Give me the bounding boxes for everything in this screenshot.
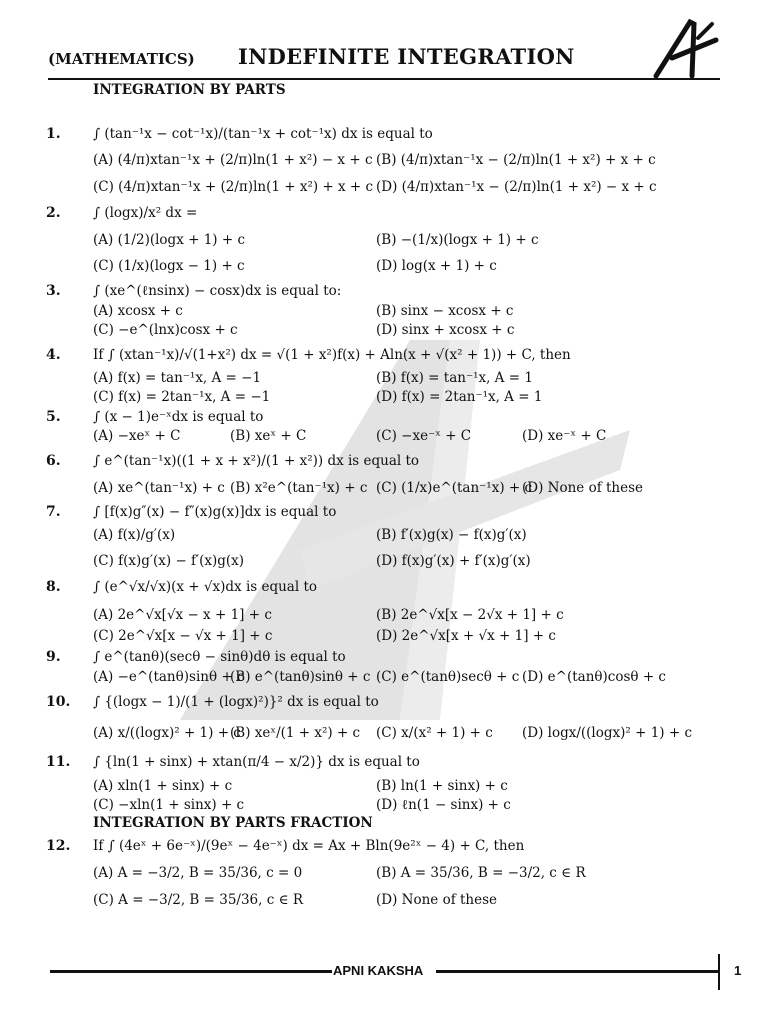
option-a: (A) xln(1 + sinx) + c [93, 778, 233, 794]
question-text: ∫ e^(tan⁻¹x)((1 + x + x²)/(1 + x²)) dx is equal to [93, 453, 420, 469]
question-text: ∫ {ln(1 + sinx) + xtan(π/4 − x/2)} dx is equal to [93, 754, 420, 770]
footer-divider [50, 970, 332, 973]
option-a: (A) f(x)/g′(x) [93, 527, 176, 543]
question-text: ∫ {(logx − 1)/(1 + (logx)²)}² dx is equal to [93, 694, 379, 710]
footer-divider [436, 970, 718, 973]
question-number: 9. [46, 649, 61, 665]
option-c: (C) (1/x)e^(tan⁻¹x) + c [376, 480, 533, 496]
question-text: ∫ (xe^(ℓnsinx) − cosx)dx is equal to: [93, 283, 342, 299]
option-b: (B) xeˣ/(1 + x²) + c [230, 725, 361, 741]
option-b: (B) f′(x)g(x) − f(x)g′(x) [376, 527, 527, 543]
question-number: 1. [46, 126, 61, 142]
brand-logo-icon [650, 18, 720, 78]
option-a: (A) f(x) = tan⁻¹x, A = −1 [93, 370, 262, 386]
option-c: (C) (4/π)xtan⁻¹x + (2/π)ln(1 + x²) + x + c [93, 179, 374, 195]
option-a: (A) 2e^√x[√x − x + 1] + c [93, 607, 272, 623]
page-number: 1 [734, 963, 742, 978]
page-header [48, 42, 720, 80]
question-number: 4. [46, 347, 61, 363]
option-c: (C) (1/x)(logx − 1) + c [93, 258, 245, 274]
footer-divider [718, 954, 720, 990]
option-d: (D) xe⁻ˣ + C [522, 428, 607, 444]
option-a: (A) (4/π)xtan⁻¹x + (2/π)ln(1 + x²) − x + c [93, 152, 373, 168]
option-c: (C) 2e^√x[x − √x + 1] + c [93, 628, 273, 644]
question-number: 2. [46, 205, 61, 221]
question-number: 11. [46, 754, 71, 770]
option-a: (A) xe^(tan⁻¹x) + c [93, 480, 225, 496]
option-c: (C) −xln(1 + sinx) + c [93, 797, 245, 813]
subject-label: (MATHEMATICS) [48, 50, 195, 68]
footer-brand: APNI KAKSHA [333, 963, 424, 978]
option-c: (C) e^(tanθ)secθ + c [376, 669, 520, 685]
section-title: INTEGRATION BY PARTS [93, 82, 286, 98]
option-d: (D) ℓn(1 − sinx) + c [376, 797, 511, 813]
section-title: INTEGRATION BY PARTS FRACTION [93, 815, 373, 831]
option-a: (A) A = −3/2, B = 35/36, c = 0 [93, 865, 303, 881]
option-b: (B) x²e^(tan⁻¹x) + c [230, 480, 368, 496]
option-d: (D) f(x) = 2tan⁻¹x, A = 1 [376, 389, 543, 405]
question-number: 5. [46, 409, 61, 425]
option-b: (B) sinx − xcosx + c [376, 303, 514, 319]
option-b: (B) xeˣ + C [230, 428, 307, 444]
question-text: ∫ (tan⁻¹x − cot⁻¹x)/(tan⁻¹x + cot⁻¹x) dx is equal to [93, 126, 433, 142]
option-c: (C) A = −3/2, B = 35/36, c ∈ R [93, 892, 304, 908]
question-text: If ∫ (xtan⁻¹x)/√(1+x²) dx = √(1 + x²)f(x) + Aln(x + √(x² + 1)) + C, then [93, 347, 571, 363]
question-text: ∫ (logx)/x² dx = [93, 205, 198, 221]
option-b: (B) ln(1 + sinx) + c [376, 778, 508, 794]
question-text: ∫ [f(x)g″(x) − f″(x)g(x)]dx is equal to [93, 504, 337, 520]
option-d: (D) logx/((logx)² + 1) + c [522, 725, 693, 741]
question-text: ∫ (x − 1)e⁻ˣdx is equal to [93, 409, 264, 425]
option-a: (A) −e^(tanθ)sinθ + c [93, 669, 245, 685]
question-number: 10. [46, 694, 71, 710]
question-number: 6. [46, 453, 61, 469]
page-title: INDEFINITE INTEGRATION [238, 44, 575, 69]
option-b: (B) −(1/x)(logx + 1) + c [376, 232, 539, 248]
option-b: (B) (4/π)xtan⁻¹x − (2/π)ln(1 + x²) + x + c [376, 152, 656, 168]
option-d: (D) sinx + xcosx + c [376, 322, 515, 338]
question-number: 3. [46, 283, 61, 299]
question-number: 12. [46, 838, 71, 854]
option-d: (D) e^(tanθ)cosθ + c [522, 669, 666, 685]
option-d: (D) (4/π)xtan⁻¹x − (2/π)ln(1 + x²) − x + c [376, 179, 657, 195]
option-c: (C) x/(x² + 1) + c [376, 725, 493, 741]
option-c: (C) −xe⁻ˣ + C [376, 428, 472, 444]
option-d: (D) log(x + 1) + c [376, 258, 497, 274]
question-text: If ∫ (4eˣ + 6e⁻ˣ)/(9eˣ − 4e⁻ˣ) dx = Ax + Bln(9e²ˣ − 4) + C, then [93, 838, 525, 854]
question-text: ∫ (e^√x/√x)(x + √x)dx is equal to [93, 579, 318, 595]
option-d: (D) None of these [522, 480, 644, 496]
option-b: (B) e^(tanθ)sinθ + c [230, 669, 371, 685]
option-d: (D) 2e^√x[x + √x + 1] + c [376, 628, 556, 644]
option-a: (A) xcosx + c [93, 303, 183, 319]
option-b: (B) 2e^√x[x − 2√x + 1] + c [376, 607, 564, 623]
option-d: (D) None of these [376, 892, 498, 908]
option-d: (D) f(x)g′(x) + f′(x)g′(x) [376, 553, 531, 569]
option-c: (C) f(x)g′(x) − f′(x)g(x) [93, 553, 245, 569]
question-number: 8. [46, 579, 61, 595]
option-a: (A) (1/2)(logx + 1) + c [93, 232, 246, 248]
question-text: ∫ e^(tanθ)(secθ − sinθ)dθ is equal to [93, 649, 346, 665]
option-a: (A) x/((logx)² + 1) + c [93, 725, 241, 741]
option-b: (B) f(x) = tan⁻¹x, A = 1 [376, 370, 533, 386]
option-a: (A) −xeˣ + C [93, 428, 181, 444]
question-number: 7. [46, 504, 61, 520]
option-c: (C) f(x) = 2tan⁻¹x, A = −1 [93, 389, 271, 405]
option-c: (C) −e^(lnx)cosx + c [93, 322, 238, 338]
option-b: (B) A = 35/36, B = −3/2, c ∈ R [376, 865, 586, 881]
